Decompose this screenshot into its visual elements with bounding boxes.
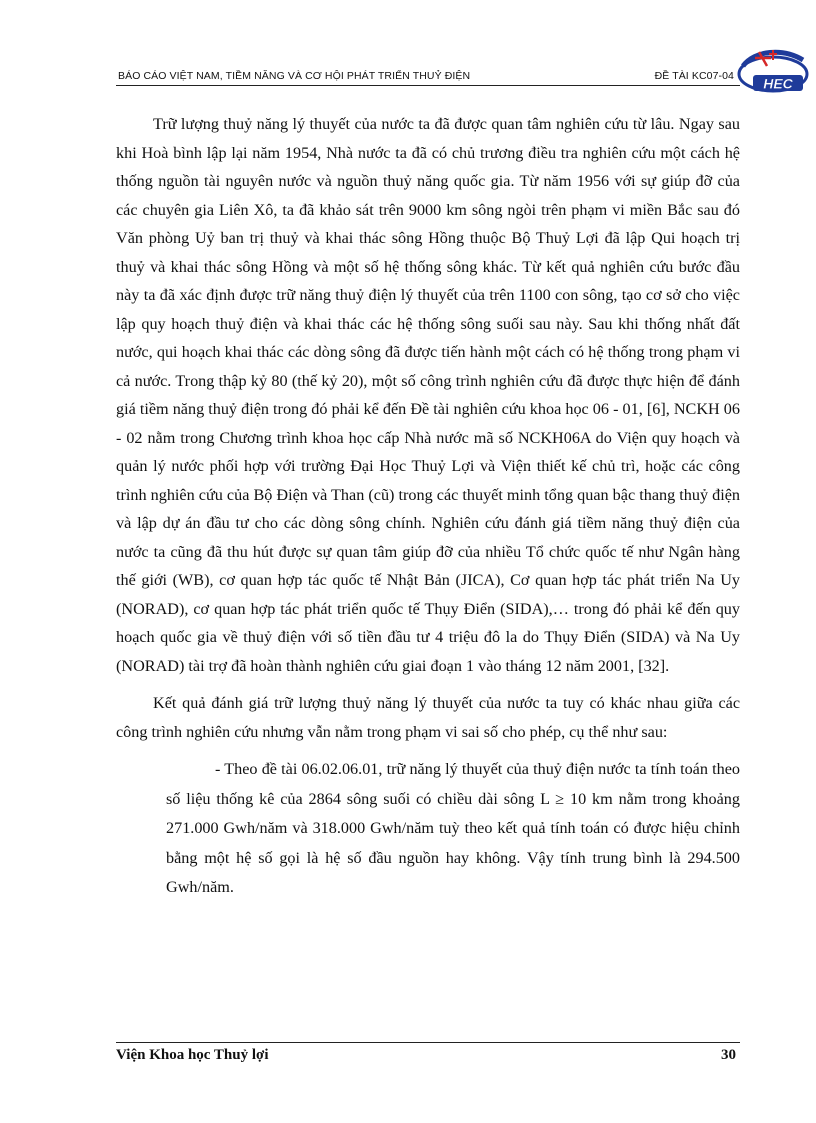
- footer-divider: [116, 1042, 740, 1043]
- page-number: 30: [721, 1047, 736, 1063]
- paragraph-history: Trữ lượng thuỷ năng lý thuyết của nước ta đã được quan tâm nghiên cứu từ lâu. Ngay sau khi Hoà bình lập lại năm 1954, Nhà nước ta đã có chủ trương điều tra nghiên cứu một cách hệ thống nguồn tài nguyên nước và nguồn thuỷ năng quốc gia. Từ năm 1956 với sự giúp đỡ của các chuyên gia Liên Xô, ta đã khảo sát trên 9000 km sông ngòi trên phạm vi miền Bắc sau đó Văn phòng Uỷ ban trị thuỷ và khai thác sông Hồng thuộc Bộ Thuỷ Lợi đã lập Qui hoạch trị thuỷ và khai thác sông Hồng và một số hệ thống sông khác. Từ kết quả nghiên cứu bước đầu này ta đã xác định được trữ năng thuỷ điện lý thuyết của trên 1100 con sông, tạo cơ sở cho việc lập quy hoạch thuỷ điện và khai thác các hệ thống sông suối sau này. Sau khi thống nhất đất nước, qui hoạch khai thác các dòng sông đã được tiến hành một cách có hệ thống trong phạm vi cả nước. Trong thập kỷ 80 (thế kỷ 20), một số công trình nghiên cứu đã được thực hiện để đánh giá tiềm năng thuỷ điện trong đó phải kể đến Đề tài nghiên cứu khoa học 06 - 01, [6], NCKH 06 - 02 nằm trong Chương trình khoa học cấp Nhà nước mã số NCKH06A do Viện quy hoạch và quản lý nước phối hợp với trường Đại Học Thuỷ Lợi và Viện thiết kế chủ trì, hoặc các công trình nghiên cứu của Bộ Điện và Than (cũ) trong các thuyết minh tổng quan bậc thang thuỷ điện và lập dự án đầu tư cho các dòng sông chính. Nghiên cứu đánh giá tiềm năng thuỷ điện của nước ta cũng đã thu hút được sự quan tâm giúp đỡ của nhiều Tổ chức quốc tế như Ngân hàng thế giới (WB), cơ quan hợp tác quốc tế Nhật Bản (JICA), Cơ quan hợp tác phát triển Na Uy (NORAD), cơ quan hợp tác phát triển quốc tế Thụy Điển (SIDA),… trong đó phải kể đến quy hoạch quốc gia về thuỷ điện với số tiền đầu tư 4 triệu đô la do Thụy Điển (SIDA) và Na Uy (NORAD) tài trợ đã hoàn thành nghiên cứu giai đoạn 1 vào tháng 12 năm 2001, [32].: [116, 115, 740, 675]
- logo-text: HEC: [763, 75, 793, 92]
- page-header: [116, 68, 738, 84]
- header-project-code: ĐỀ TÀI KC07-04: [654, 70, 734, 82]
- list-item-study-06-02: - Theo đề tài 06.02.06.01, trữ năng lý thuyết của thuỷ điện nước ta tính toán theo số liệu thống kê của 2864 sông suối có chiều dài sông L ≥ 10 km nằm trong khoảng 271.000 Gwh/năm và 318.000 Gwh/năm tuỳ theo kết quả tính toán có được hiệu chỉnh bằng một hệ số gọi là hệ số đầu nguồn hay không. Vậy tính trung bình là 294.500 Gwh/năm.: [166, 760, 740, 896]
- header-divider: [116, 85, 740, 86]
- hec-logo-icon: [733, 44, 811, 96]
- paragraph-results-intro: Kết quả đánh giá trữ lượng thuỷ năng lý thuyết của nước ta tuy có khác nhau giữa các công trình nghiên cứu nhưng vẫn nằm trong phạm vi sai số cho phép, cụ thể như sau:: [116, 694, 740, 741]
- footer-institute: Viện Khoa học Thuỷ lợi: [116, 1047, 269, 1063]
- main-content: [116, 110, 740, 912]
- header-report-title: BÁO CÁO VIỆT NAM, TIỀM NĂNG VÀ CƠ HỘI PHÁT TRIỂN THUỶ ĐIỆN: [118, 70, 471, 82]
